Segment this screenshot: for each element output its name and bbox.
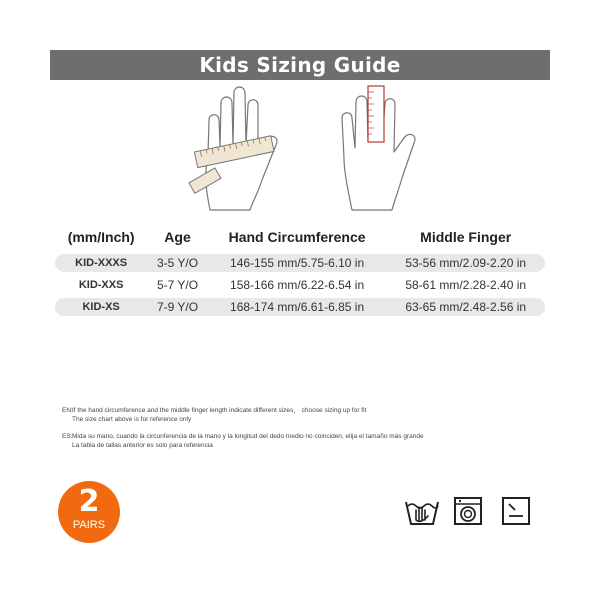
- hand-cell: 146-155 mm/5.75-6.10 in: [208, 254, 387, 272]
- es-note-line1: Mida su mano, cuando la circunferencia de la mano y la longitud del dedo medio no coinciden, elija el tamaño más grande: [72, 433, 424, 440]
- en-note-line2: The size chart above is for reference only: [72, 416, 192, 423]
- finger-cell: 63-65 mm/2.48-2.56 in: [386, 298, 545, 316]
- finger-cell: 53-56 mm/2.09-2.20 in: [386, 254, 545, 272]
- pairs-count: 2: [78, 484, 100, 519]
- header-finger: Middle Finger: [420, 229, 512, 245]
- hand-circumference-illustration: [188, 85, 288, 215]
- en-label: EN:: [62, 407, 73, 414]
- hand-wash-icon: [404, 496, 440, 526]
- header-hand: Hand Circumference: [228, 229, 366, 245]
- finger-cell: 58-61 mm/2.28-2.40 in: [405, 278, 527, 292]
- header-unit: (mm/Inch): [67, 229, 135, 245]
- size-cell: KID-XXXS: [55, 254, 147, 272]
- size-table: [55, 220, 545, 320]
- header-age: Age: [164, 229, 191, 245]
- hand-cell: 158-166 mm/6.22-6.54 in: [230, 278, 365, 292]
- pairs-label: PAIRS: [72, 519, 106, 531]
- size-cell: KID-XXS: [78, 279, 124, 291]
- pairs-badge: [58, 481, 120, 543]
- sizing-notes: [62, 406, 424, 450]
- dry-flat-icon: [501, 496, 531, 526]
- es-note-line2: La tabla de tallas anterior es solo para referencia: [72, 442, 213, 449]
- table-row: [55, 276, 545, 294]
- table-row: [55, 254, 545, 272]
- machine-wash-icon: [453, 496, 483, 526]
- en-note-line1: If the hand circumference and the middle finger length indicate different sizes， choose sizing up for fit: [72, 407, 367, 414]
- es-label: ES:: [62, 433, 73, 440]
- age-cell: 5-7 Y/O: [156, 278, 199, 292]
- middle-finger-illustration: [330, 80, 430, 215]
- age-cell: 7-9 Y/O: [147, 298, 208, 316]
- table-row: [55, 298, 545, 316]
- page-title: Kids Sizing Guide: [50, 50, 550, 80]
- hand-cell: 168-174 mm/6.61-6.85 in: [208, 298, 387, 316]
- age-cell: 3-5 Y/O: [147, 254, 208, 272]
- size-cell: KID-XS: [55, 298, 147, 316]
- table-header-row: [55, 224, 545, 250]
